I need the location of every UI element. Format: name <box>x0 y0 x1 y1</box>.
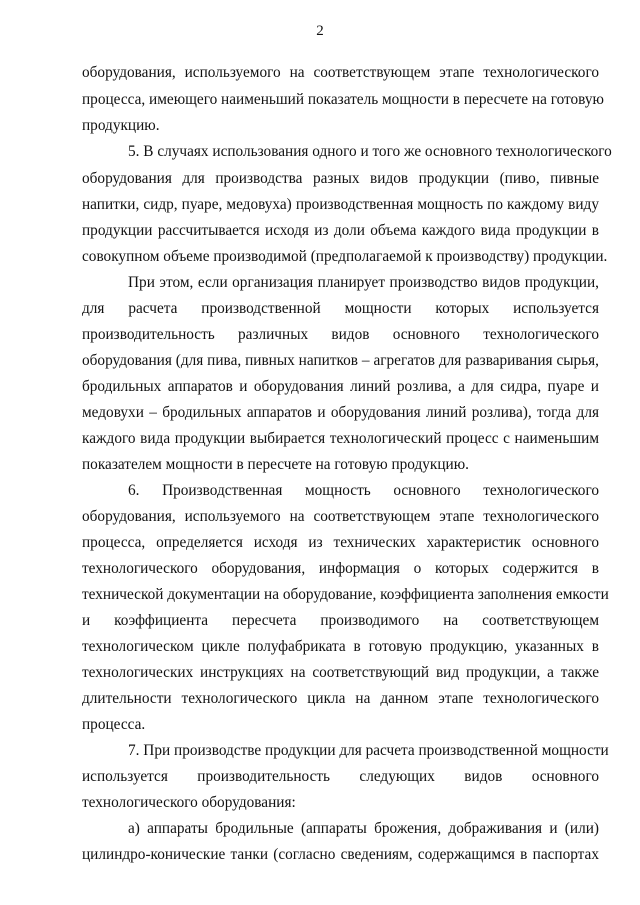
text-line: процесса, определяется исходя из технических характеристик основного <box>82 534 599 551</box>
text-line: технологических инструкциях на соответствующий вид продукции, а также <box>82 664 599 681</box>
text-line: процесса, имеющего наименьший показатель мощности в пересчете на готовую <box>82 91 604 108</box>
text-line: напитки, сидр, пуаре, медовуха) производственная мощность по каждому виду <box>82 196 599 213</box>
page-number: 2 <box>316 23 324 39</box>
text-line: оборудования (для пива, пивных напитков – агрегатов для разваривания сырья, <box>82 352 599 369</box>
text-line: 5. В случаях использования одного и того же основного технологического <box>128 143 612 160</box>
text-line: технической документации на оборудование, коэффициента заполнения емкости <box>82 586 609 603</box>
text-line: и коэффициента пересчета производимого на соответствующем <box>82 612 599 629</box>
text-line: показателем мощности в пересчете на готовую продукцию. <box>82 456 469 473</box>
text-line: 6. Производственная мощность основного технологического <box>128 482 599 499</box>
text-line: продукции рассчитывается исходя из доли объема каждого вида продукции в <box>82 222 599 239</box>
text-line: каждого вида продукции выбирается технологический процесс с наименьшим <box>82 430 599 447</box>
text-line: совокупном объеме производимой (предполагаемой к производству) продукции. <box>82 248 608 265</box>
text-line: оборудования, используемого на соответствующем этапе технологического <box>82 508 599 525</box>
text-line: производительность различных видов основного технологического <box>82 326 599 343</box>
text-line: используется производительность следующих видов основного <box>82 768 599 785</box>
text-line: бродильных аппаратов и оборудования линий розлива, а для сидра, пуаре и <box>82 378 599 395</box>
text-line: а) аппараты бродильные (аппараты брожения, дображивания и (или) <box>128 820 599 837</box>
text-line: При этом, если организация планирует производство видов продукции, <box>128 274 599 291</box>
text-line: длительности технологического цикла на данном этапе технологического <box>82 690 599 707</box>
text-line: оборудования для производства разных видов продукции (пиво, пивные <box>82 170 599 187</box>
text-line: технологического оборудования, информация о которых содержится в <box>82 560 599 577</box>
text-line: технологического оборудования: <box>82 794 296 811</box>
text-line: для расчета производственной мощности которых используется <box>82 300 599 317</box>
text-line: процесса. <box>82 716 146 733</box>
text-line: продукцию. <box>82 117 160 134</box>
text-line: оборудования, используемого на соответствующем этапе технологического <box>82 64 599 81</box>
text-line: медовухи – бродильных аппаратов и оборудования линий розлива), тогда для <box>82 404 599 421</box>
text-line: технологическом цикле полуфабриката в готовую продукцию, указанных в <box>82 638 599 655</box>
text-line: цилиндро-конические танки (согласно сведениям, содержащимся в паспортах <box>82 846 599 863</box>
text-line: 7. При производстве продукции для расчета производственной мощности <box>128 742 609 759</box>
